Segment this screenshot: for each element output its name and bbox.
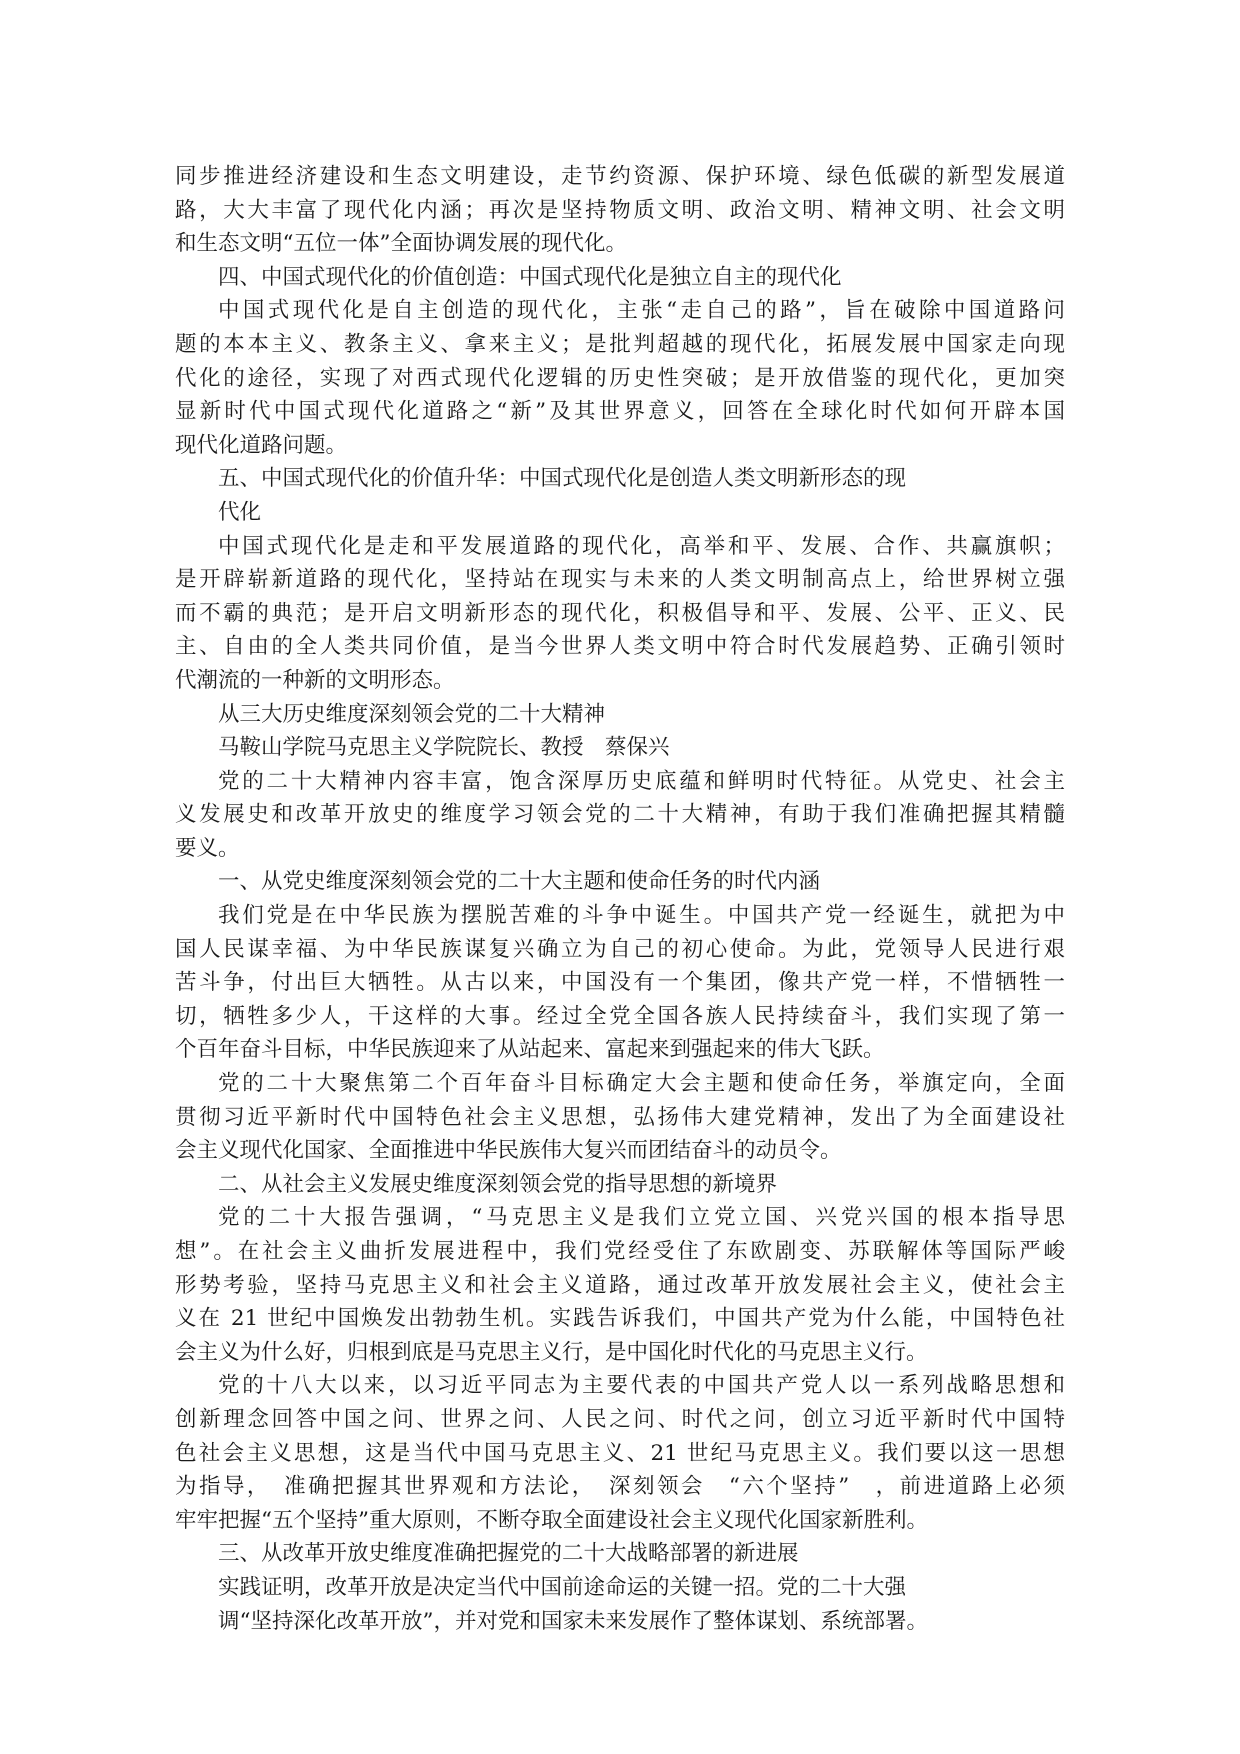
- body-line: 题的本本主义、教条主义、拿来主义；是批判超越的现代化，拓展发展中国家走向现: [175, 331, 1065, 357]
- body-line: 调“坚持深化改革开放”，并对党和国家未来发展作了整体谋划、系统部署。: [218, 1608, 928, 1634]
- section-heading: 五、中国式现代化的价值升华：中国式现代化是创造人类文明新形态的现: [218, 466, 907, 492]
- body-line: 创新理念回答中国之问、世界之问、人民之问、时代之问，创立习近平新时代中国特: [175, 1406, 1065, 1432]
- section-heading: 一、从党史维度深刻领会党的二十大主题和使命任务的时代内涵: [218, 869, 821, 895]
- body-line: 贯彻习近平新时代中国特色社会主义思想，弘扬伟大建党精神，发出了为全面建设社: [175, 1104, 1065, 1130]
- body-line: 主、自由的全人类共同价值，是当今世界人类文明中符合时代发展趋势、正确引领时: [175, 634, 1065, 660]
- body-line: 实践证明，改革开放是决定当代中国前途命运的关键一招。党的二十大强: [218, 1574, 907, 1600]
- body-line: 义发展史和改革开放史的维度学习领会党的二十大精神，有助于我们准确把握其精髓: [175, 802, 1065, 828]
- body-line: 党的二十大精神内容丰富，饱含深厚历史底蕴和鲜明时代特征。从党史、社会主: [218, 768, 1065, 794]
- body-line: 中国式现代化是自主创造的现代化，主张“走自己的路”，旨在破除中国道路问: [218, 298, 1065, 324]
- body-line: 切，牺牲多少人，干这样的大事。经过全党全国各族人民持续奋斗，我们实现了第一: [175, 1003, 1065, 1029]
- body-line: 会主义现代化国家、全面推进中华民族伟大复兴而团结奋斗的动员令。: [175, 1138, 842, 1164]
- article-title: 从三大历史维度深刻领会党的二十大精神: [218, 701, 606, 727]
- body-line: 现代化道路问题。: [175, 432, 348, 458]
- section-heading: 代化: [218, 499, 262, 525]
- section-heading: 二、从社会主义发展史维度深刻领会党的指导思想的新境界: [218, 1171, 778, 1197]
- body-line: 代潮流的一种新的文明形态。: [175, 667, 455, 693]
- body-line: 中国式现代化是走和平发展道路的现代化，高举和平、发展、合作、共赢旗帜；: [218, 533, 1065, 559]
- body-line: 党的二十大报告强调，“马克思主义是我们立党立国、兴党兴国的根本指导思: [218, 1205, 1065, 1231]
- body-line: 而不霸的典范；是开启文明新形态的现代化，积极倡导和平、发展、公平、正义、民: [175, 600, 1065, 626]
- body-line: 色社会主义思想，这是当代中国马克思主义、21 世纪马克思主义。我们要以这一思想: [175, 1440, 1065, 1466]
- body-line: 牢牢把握“五个坚持”重大原则，不断夺取全面建设社会主义现代化国家新胜利。: [175, 1507, 928, 1533]
- body-line: 和生态文明“五位一体”全面协调发展的现代化。: [175, 231, 627, 257]
- body-line: 代化的途径，实现了对西式现代化逻辑的历史性突破；是开放借鉴的现代化，更加突: [175, 365, 1065, 391]
- section-heading: 四、中国式现代化的价值创造：中国式现代化是独立自主的现代化: [218, 264, 842, 290]
- body-line: 显新时代中国式现代化道路之“新”及其世界意义，回答在全球化时代如何开辟本国: [175, 399, 1065, 425]
- body-line: 国人民谋幸福、为中华民族谋复兴确立为自己的初心使命。为此，党领导人民进行艰: [175, 936, 1065, 962]
- body-line: 义在 21 世纪中国焕发出勃勃生机。实践告诉我们，中国共产党为什么能，中国特色社: [175, 1306, 1065, 1332]
- body-line: 想”。在社会主义曲折发展进程中，我们党经受住了东欧剧变、苏联解体等国际严峻: [175, 1239, 1065, 1264]
- body-line: 形势考验，坚持马克思主义和社会主义道路，通过改革开放发展社会主义，使社会主: [175, 1272, 1065, 1298]
- section-heading: 三、从改革开放史维度准确把握党的二十大战略部署的新进展: [218, 1541, 799, 1567]
- body-line: 是开辟崭新道路的现代化，坚持站在现实与未来的人类文明制高点上，给世界树立强: [175, 567, 1065, 593]
- body-line: 党的二十大聚焦第二个百年奋斗目标确定大会主题和使命任务，举旗定向，全面: [218, 1071, 1065, 1097]
- body-line: 路，大大丰富了现代化内涵；再次是坚持物质文明、政治文明、精神文明、社会文明: [175, 197, 1065, 223]
- body-line: 会主义为什么好，归根到底是马克思主义行，是中国化时代化的马克思主义行。: [175, 1339, 928, 1365]
- body-line: 同步推进经济建设和生态文明建设，走节约资源、保护环境、绿色低碳的新型发展道: [175, 164, 1065, 189]
- body-line: 党的十八大以来，以习近平同志为主要代表的中国共产党人以一系列战略思想和: [218, 1373, 1065, 1399]
- body-line: 要义。: [175, 835, 240, 861]
- body-line: 个百年奋斗目标，中华民族迎来了从站起来、富起来到强起来的伟大飞跃。: [175, 1037, 885, 1063]
- body-line: 我们党是在中华民族为摆脱苦难的斗争中诞生。中国共产党一经诞生，就把为中: [218, 903, 1065, 929]
- author-byline: 马鞍山学院马克思主义学院院长、教授 蔡保兴: [218, 735, 670, 761]
- body-line: 为指导， 准确把握其世界观和方法论， 深刻领会 “六个坚持” ，前进道路上必须: [175, 1474, 1065, 1500]
- document-body: [175, 160, 1065, 1638]
- body-line: 苦斗争，付出巨大牺牲。从古以来，中国没有一个集团，像共产党一样，不惜牺牲一: [175, 970, 1065, 996]
